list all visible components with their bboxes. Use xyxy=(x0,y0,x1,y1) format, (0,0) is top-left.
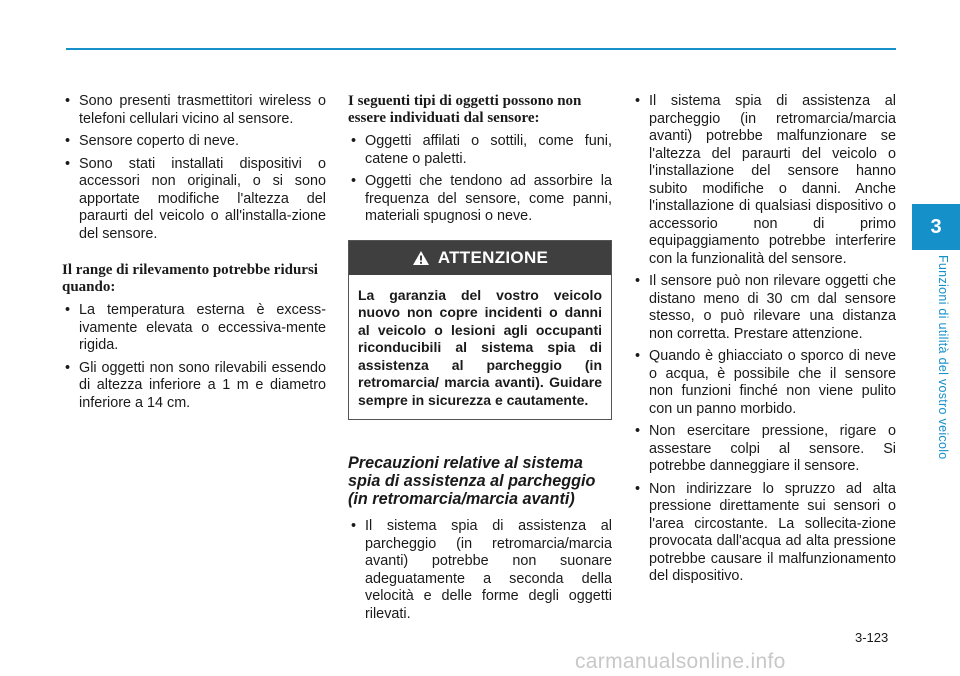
list-item: • Sensore coperto di neve. xyxy=(62,133,326,151)
section-heading: Precauzioni relative al sistema spia di assistenza al parcheggio (in retromarcia/marcia avanti) xyxy=(348,454,596,508)
list-item: • Oggetti che tendono ad assorbire la frequenza del sensore, come panni, materiali spugnosi o neve. xyxy=(348,173,612,226)
list-item: • Il sensore può non rilevare oggetti che distano meno di 30 cm dal sensore stesso, o può rilevare una distanza non corretta. Prestare attenzione. xyxy=(632,273,896,343)
watermark: carmanualsonline.info xyxy=(575,650,786,673)
header-rule xyxy=(66,48,896,50)
column-2 xyxy=(348,93,612,628)
bullet-list xyxy=(348,518,612,623)
bullet-list xyxy=(62,93,326,243)
section-heading: Il range di rilevamento potrebbe ridursi quando: xyxy=(62,262,318,295)
list-item: • Quando è ghiacciato o sporco di neve o acqua, è possibile che il sensore non funzioni finché non viene pulito con un panno morbido. xyxy=(632,348,896,418)
column-1 xyxy=(62,93,326,417)
section-heading: I seguenti tipi di oggetti possono non essere individuati dal sensore: xyxy=(348,93,582,126)
warning-box xyxy=(348,240,612,421)
list-item: • Il sistema spia di assistenza al parcheggio (in retromarcia/marcia avanti) potrebbe non suonare adeguatamente a seconda della velocità e delle forme degli oggetti rilevati. xyxy=(348,518,612,623)
bullet-list xyxy=(62,302,326,412)
bullet-list xyxy=(348,133,612,226)
list-item: • Gli oggetti non sono rilevabili essendo di altezza inferiore a 1 m e diametro inferiore a 14 cm. xyxy=(62,360,326,413)
list-item: • La temperatura esterna è excess-ivamente elevata o eccessiva-mente rigida. xyxy=(62,302,326,355)
warning-text: La garanzia del vostro veicolo nuovo non copre incidenti o danni al veicolo o lesioni agli occupanti riconducibili al sistema spia di assistenza al parcheggio (in retromarcia/ marcia avanti). Guidare sempre in sicurezza e cautamente. xyxy=(358,286,602,408)
list-item: • Sono presenti trasmettitori wireless o telefoni cellulari vicino al sensore. xyxy=(62,93,326,128)
warning-title: ATTENZIONE xyxy=(437,247,549,267)
warning-triangle-icon xyxy=(412,250,430,266)
chapter-tab xyxy=(912,204,960,250)
list-item: • Oggetti affilati o sottili, come funi, catene o paletti. xyxy=(348,133,612,168)
list-item: • Il sistema spia di assistenza al parcheggio (in retromarcia/marcia avanti) potrebbe malfunzionare se l'altezza del paraurti del veicolo o l'installazione del sensore hanno subito modifiche o danni. Anche l'installazione di qualsiasi dispositivo o accessorio non di primo equipaggiamento potrebbe interferire con la funzionalità del sensore. xyxy=(632,93,896,268)
page-number: 3-123 xyxy=(855,630,889,645)
bullet-list xyxy=(632,93,896,586)
chapter-number: 3 xyxy=(930,215,942,238)
list-item: • Non esercitare pressione, rigare o assestare colpi al sensore. Si potrebbe danneggiare il sensore. xyxy=(632,423,896,476)
warning-header xyxy=(349,241,611,275)
column-3 xyxy=(632,93,896,591)
list-item: • Sono stati installati dispositivi o accessori non originali, o si sono apportate modifiche l'altezza del paraurti del veicolo o all'installa-zione del sensore. xyxy=(62,156,326,244)
list-item: • Non indirizzare lo spruzzo ad alta pressione direttamente sui sensori o l'area circostante. La sollecita-zione provocata dall'acqua ad alta pressione potrebbe causare il malfunzionamento del dispositivo. xyxy=(632,481,896,586)
chapter-title: Funzioni di utilità del vostro veicolo xyxy=(936,255,950,460)
